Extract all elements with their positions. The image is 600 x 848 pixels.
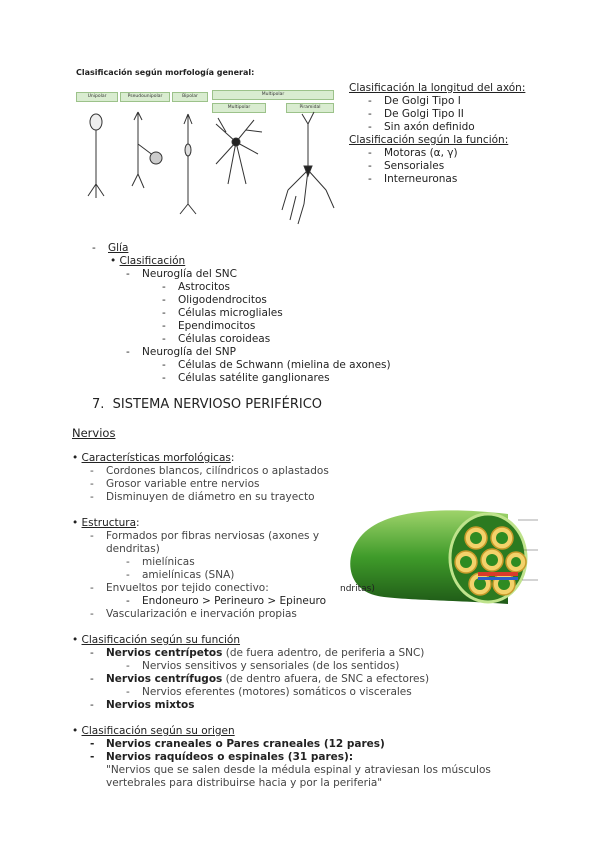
label-pseudounipolar: Pseudounipolar bbox=[120, 92, 170, 102]
list-item: - Nervios raquídeos o espinales (31 pares): bbox=[90, 751, 354, 763]
list-item: - Nervios sensitivos y sensoriales (de los sentidos) bbox=[126, 660, 400, 672]
list-item: - Nervios mixtos bbox=[90, 699, 195, 711]
list-item: - Endoneuro > Perineuro > Epineuro bbox=[126, 595, 327, 607]
label-bipolar: Bipolar bbox=[172, 92, 208, 102]
list-item: - De Golgi Tipo II bbox=[368, 108, 464, 120]
list-item: - Motoras (α, γ) bbox=[368, 147, 458, 159]
list-item: - Nervios craneales o Pares craneales (12 pares) bbox=[90, 738, 385, 750]
glia-heading: - Glía bbox=[92, 242, 129, 254]
list-item: - De Golgi Tipo I bbox=[368, 95, 461, 107]
list-item: dendritas) bbox=[106, 543, 160, 555]
list-item: - Interneuronas bbox=[368, 173, 458, 185]
list-item: - Oligodendrocitos bbox=[162, 294, 267, 306]
nerve-drawing bbox=[338, 500, 546, 618]
snc-heading: - Neuroglía del SNC bbox=[126, 268, 237, 280]
heading-longitud-axon: Clasificación la longitud del axón: bbox=[349, 82, 526, 94]
estructura-heading: • Estructura: bbox=[72, 517, 140, 529]
list-item: - Grosor variable entre nervios bbox=[90, 478, 260, 490]
nerve-figure-caption: ndritas) bbox=[340, 584, 375, 594]
list-item: - Sin axón definido bbox=[368, 121, 475, 133]
heading-funcion: Clasificación según la función: bbox=[349, 134, 509, 146]
list-item: - Ependimocitos bbox=[162, 320, 256, 332]
list-item: - Formados por fibras nerviosas (axones y bbox=[90, 530, 320, 542]
list-item: - Cordones blancos, cilíndricos o aplastados bbox=[90, 465, 329, 477]
list-item: - Células de Schwann (mielina de axones) bbox=[162, 359, 391, 371]
quote-line: "Nervios que se salen desde la médula espinal y atraviesan los músculos bbox=[106, 764, 491, 776]
nerve-figure bbox=[338, 500, 546, 618]
list-item: - Nervios eferentes (motores) somáticos o viscerales bbox=[126, 686, 412, 698]
section-title: 7. SISTEMA NERVIOSO PERIFÉRICO bbox=[92, 397, 323, 412]
list-item: - Células satélite ganglionares bbox=[162, 372, 330, 384]
neuron-drawings bbox=[76, 84, 338, 230]
list-item: - mielínicas bbox=[126, 556, 195, 568]
list-item: - Astrocitos bbox=[162, 281, 230, 293]
label-multipolar: Multipolar bbox=[212, 103, 266, 113]
label-unipolar: Unipolar bbox=[76, 92, 118, 102]
quote-line: vertebrales para distribuirse hacia y por la periferia" bbox=[106, 777, 383, 789]
neuron-figure bbox=[76, 84, 338, 230]
list-item: - Sensoriales bbox=[368, 160, 445, 172]
origen-heading: • Clasificación según su origen bbox=[72, 725, 235, 737]
morfologia-heading: • Características morfológicas: bbox=[72, 452, 235, 464]
list-item: - Nervios centrípetos (de fuera adentro, de periferia a SNC) bbox=[90, 647, 425, 659]
funcion-heading: • Clasificación según su función bbox=[72, 634, 241, 646]
list-item: - Envueltos por tejido conectivo: bbox=[90, 582, 269, 594]
snp-heading: - Neuroglía del SNP bbox=[126, 346, 236, 358]
label-piramidal: Piramidal bbox=[286, 103, 334, 113]
list-item: - Disminuyen de diámetro en su trayecto bbox=[90, 491, 315, 503]
neuron-figure-title: Clasificación según morfología general: bbox=[76, 68, 255, 77]
label-multipolar-group: Multipolar bbox=[212, 90, 334, 100]
nervios-heading: Nervios bbox=[72, 426, 116, 440]
list-item: - Células coroideas bbox=[162, 333, 271, 345]
list-item: - Células microgliales bbox=[162, 307, 283, 319]
list-item: - Nervios centrífugos (de dentro afuera, de SNC a efectores) bbox=[90, 673, 430, 685]
list-item: - amielínicas (SNA) bbox=[126, 569, 235, 581]
glia-sub: • Clasificación bbox=[110, 255, 186, 267]
list-item: - Vascularización e inervación propias bbox=[90, 608, 297, 620]
